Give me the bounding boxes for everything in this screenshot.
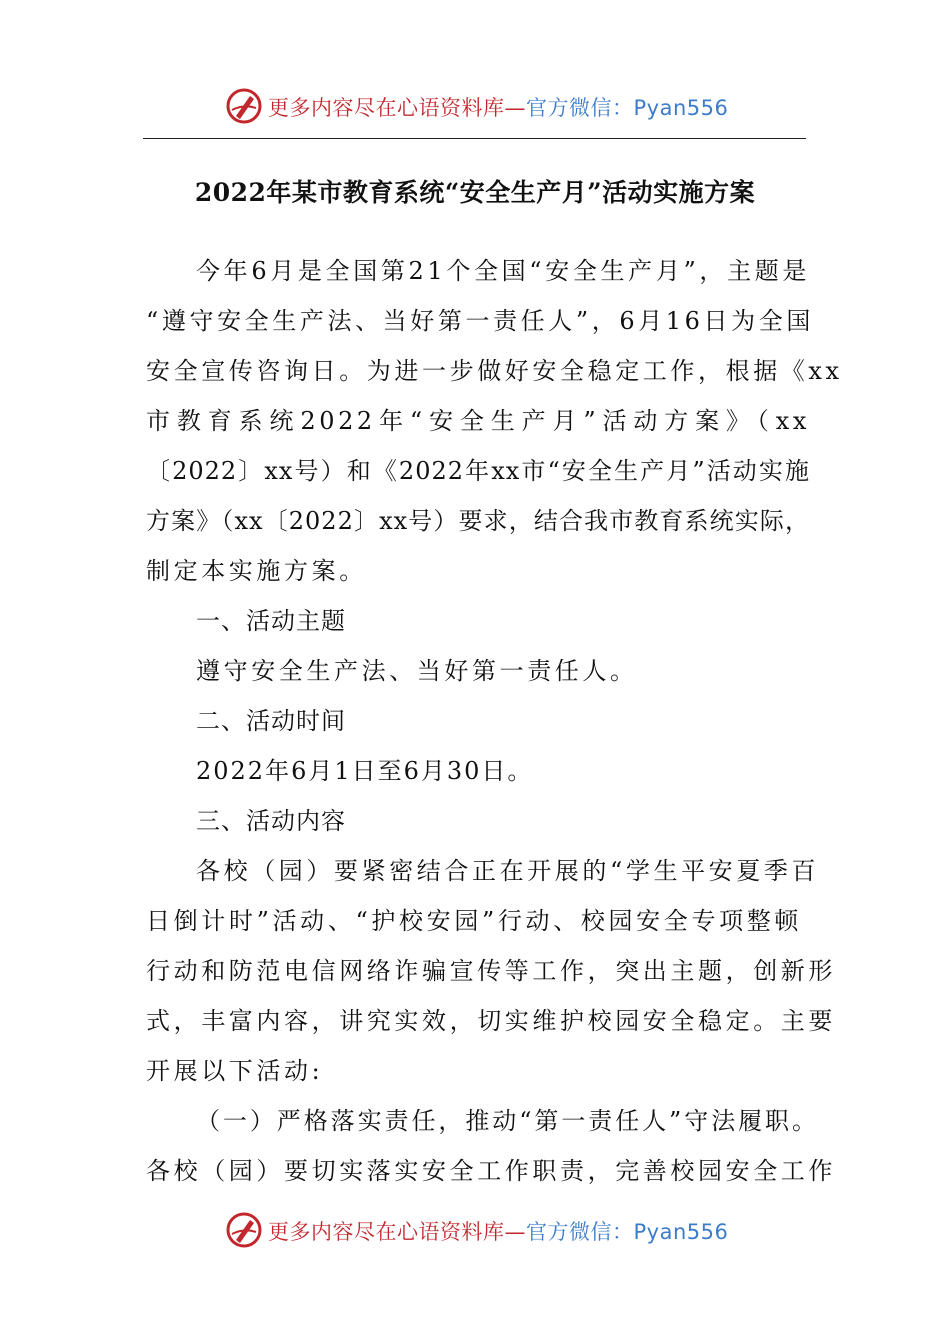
pen-logo-icon: [224, 1210, 264, 1250]
paragraph-line: 行动和防范电信网络诈骗宣传等工作，突出主题，创新形: [146, 957, 836, 985]
paragraph-line: 各校（园）要切实落实安全工作职责，完善校园安全工作: [146, 1157, 836, 1185]
document-title: 2022年某市教育系统“安全生产月”活动实施方案: [194, 178, 756, 207]
watermark-wechat: 官方微信：Pyan556: [526, 1220, 729, 1244]
paragraph-line: 2022年6月1日至6月30日。: [196, 757, 534, 785]
watermark-brand: 更多内容尽在心语资料库: [268, 1220, 505, 1244]
paragraph-line: 今年6月是全国第21个全国“安全生产月”，主题是: [196, 257, 810, 285]
watermark-text: [268, 92, 728, 122]
section-heading: 一、活动主题: [196, 607, 346, 635]
watermark-text: [268, 1216, 728, 1246]
paragraph-line: 遵守安全生产法、当好第一责任人。: [196, 657, 638, 685]
paragraph-line: “遵守安全生产法、当好第一责任人”，6月16日为全国: [146, 307, 814, 335]
paragraph-line: 〔2022〕xx号）和《2022年xx市“安全生产月”活动实施: [146, 457, 810, 485]
paragraph-line: （一）严格落实责任，推动“第一责任人”守法履职。: [196, 1107, 818, 1135]
header-divider: [143, 138, 806, 139]
watermark-dash: —: [504, 1220, 526, 1244]
paragraph-line: 开展以下活动:: [146, 1057, 324, 1085]
pen-logo-icon: [224, 86, 264, 126]
header-watermark: [0, 84, 950, 128]
paragraph-line: 方案》（xx〔2022〕xx号）要求，结合我市教育系统实际，: [146, 507, 810, 535]
paragraph-line: 制定本实施方案。: [146, 557, 367, 585]
paragraph-line: 各校（园）要紧密结合正在开展的“学生平安夏季百: [196, 857, 820, 885]
paragraph-line: 安全宣传咨询日。为进一步做好安全稳定工作，根据《xx: [146, 357, 843, 385]
paragraph-line: 日倒计时”活动、“护校安园”行动、校园安全专项整顿: [146, 907, 802, 935]
watermark-dash: —: [504, 96, 526, 120]
paragraph-line: 式，丰富内容，讲究实效，切实维护校园安全稳定。主要: [146, 1007, 836, 1035]
section-heading: 二、活动时间: [196, 707, 346, 735]
paragraph-line: 市教育系统2022年“安全生产月”活动方案》（xx: [146, 407, 810, 435]
section-heading: 三、活动内容: [196, 807, 346, 835]
watermark-wechat: 官方微信：Pyan556: [526, 96, 729, 120]
watermark-brand: 更多内容尽在心语资料库: [268, 96, 505, 120]
footer-watermark: [0, 1208, 950, 1252]
